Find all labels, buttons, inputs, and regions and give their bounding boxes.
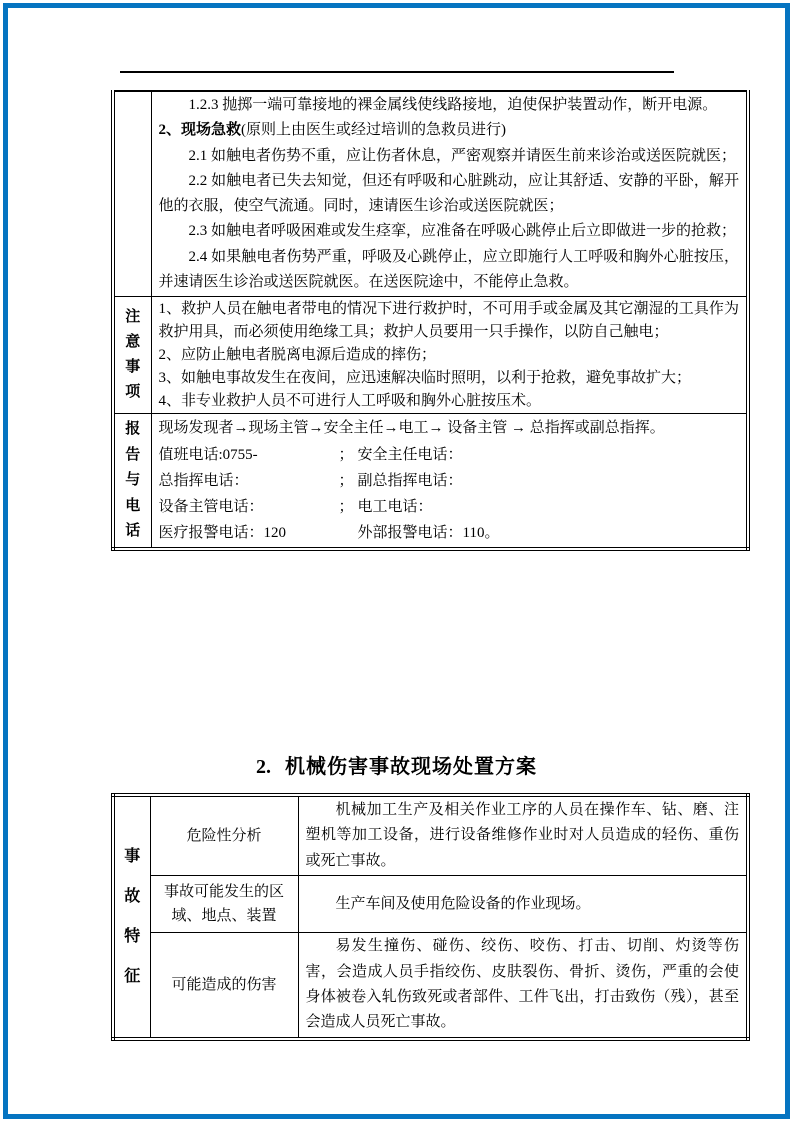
feature-body-cell — [298, 933, 748, 1039]
note-item: 1、救护人员在触电者带电的情况下进行救护时，不可用手或金属及其它潮湿的工具作为救护用具，而必须使用绝缘工具；救护人员要用一只手操作，以防自己触电； — [158, 301, 739, 341]
phone-label: 电工电话： — [357, 498, 433, 515]
electric-shock-response-table — [111, 90, 750, 551]
table-row — [113, 91, 748, 297]
table-row — [113, 876, 748, 933]
table-row — [113, 414, 748, 550]
phone-label: 设备主管电话： — [158, 498, 264, 515]
table-row — [113, 795, 748, 876]
feature-head-cell: 事故可能发生的区域、地点、装置 — [150, 876, 298, 933]
mechanical-injury-table — [111, 793, 750, 1041]
vertical-label: 注意事项 — [125, 309, 141, 401]
paragraph-rest: (原则上由医生或经过培训的急救员进行) — [241, 122, 507, 139]
separator: ； — [338, 446, 354, 463]
paragraph — [159, 118, 740, 143]
paragraph: 生产车间及使用危险设备的作业现场。 — [335, 895, 591, 912]
paragraph: 2.1 如触电者伤势不重，应让伤者休息，严密观察并请医生前来诊治或送医院就医； — [188, 147, 737, 164]
bold-lead: 2、现场急救 — [158, 122, 242, 139]
vertical-label: 事故特征 — [124, 847, 141, 985]
phone-label: 总指挥电话： — [158, 472, 249, 489]
report-phones-cell — [151, 414, 748, 550]
table-row — [113, 933, 748, 1039]
paragraph: 2.3 如触电者呼吸困难或发生痉挛，应准备在呼吸心跳停止后立即做进一步的抢救； — [188, 223, 737, 240]
phone-line — [159, 520, 740, 546]
table-row — [113, 297, 748, 414]
phone-label: 副总指挥电话： — [357, 472, 463, 489]
phone-line — [159, 468, 740, 494]
feature-head-cell: 可能造成的伤害 — [150, 933, 298, 1039]
phone-label: 外部报警电话：110。 — [357, 525, 500, 542]
phone-line — [159, 442, 740, 468]
row-label-feature — [113, 795, 150, 1039]
note-item: 2、应防止触电者脱离电源后造成的摔伤； — [158, 346, 437, 363]
section-number: 2. — [256, 756, 271, 778]
paragraph: 易发生撞伤、碰伤、绞伤、咬伤、打击、切削、灼烫等伤害，会造成人员手指绞伤、皮肤裂伤、骨折、烫伤，严重的会使身体被卷入轧伤致死或者部件、工件飞出，打击致伤（残），甚至会造成人员死亡事故。 — [305, 938, 739, 1031]
vertical-label: 报告与电话 — [125, 421, 141, 540]
phone-label: 安全主任电话： — [357, 446, 463, 463]
section-2-title — [0, 750, 793, 779]
header-rule — [120, 71, 674, 73]
rescue-measures-cell — [151, 91, 748, 297]
phone-line — [159, 494, 740, 520]
feature-body-cell — [298, 876, 748, 933]
note-item: 4、非专业救护人员不可进行人工呼吸和胸外心脏按压术。 — [158, 392, 542, 409]
separator: ； — [338, 472, 354, 489]
note-item: 3、如触电事故发生在夜间，应迅速解决临时照明，以利于抢救，避免事故扩大； — [158, 369, 692, 386]
row-label-notes — [113, 297, 151, 414]
phone-label: 值班电话:0755- — [158, 446, 258, 463]
row-label-empty — [113, 91, 151, 297]
separator — [339, 520, 358, 546]
report-chain: 现场发现者→现场主管→安全主任→电工→ 设备主管 → 总指挥或副总指挥。 — [158, 420, 665, 437]
paragraph: 机械加工生产及相关作业工序的人员在操作车、钻、磨、注塑机等加工设备，进行设备维修作业时对人员造成的轻伤、重伤或死亡事故。 — [305, 802, 739, 869]
row-label-report — [113, 414, 151, 550]
feature-body-cell — [298, 795, 748, 876]
phone-label: 医疗报警电话：120 — [158, 525, 287, 542]
paragraph: 1.2.3 抛掷一端可靠接地的裸金属线使线路接地，迫使保护装置动作，断开电源。 — [188, 97, 718, 113]
feature-head-cell: 危险性分析 — [150, 795, 298, 876]
notes-cell — [151, 297, 748, 414]
section-title-text: 机械伤害事故现场处置方案 — [285, 756, 537, 778]
paragraph: 2.2 如触电者已失去知觉，但还有呼吸和心脏跳动，应让其舒适、安静的平卧，解开他的衣服，使空气流通。同时，速请医生诊治或送医院就医； — [158, 172, 739, 215]
paragraph: 2.4 如果触电者伤势严重，呼吸及心跳停止，应立即施行人工呼吸和胸外心脏按压，并速请医生诊治或送医院就医。在送医院途中，不能停止急救。 — [158, 248, 739, 291]
separator: ； — [338, 498, 354, 515]
